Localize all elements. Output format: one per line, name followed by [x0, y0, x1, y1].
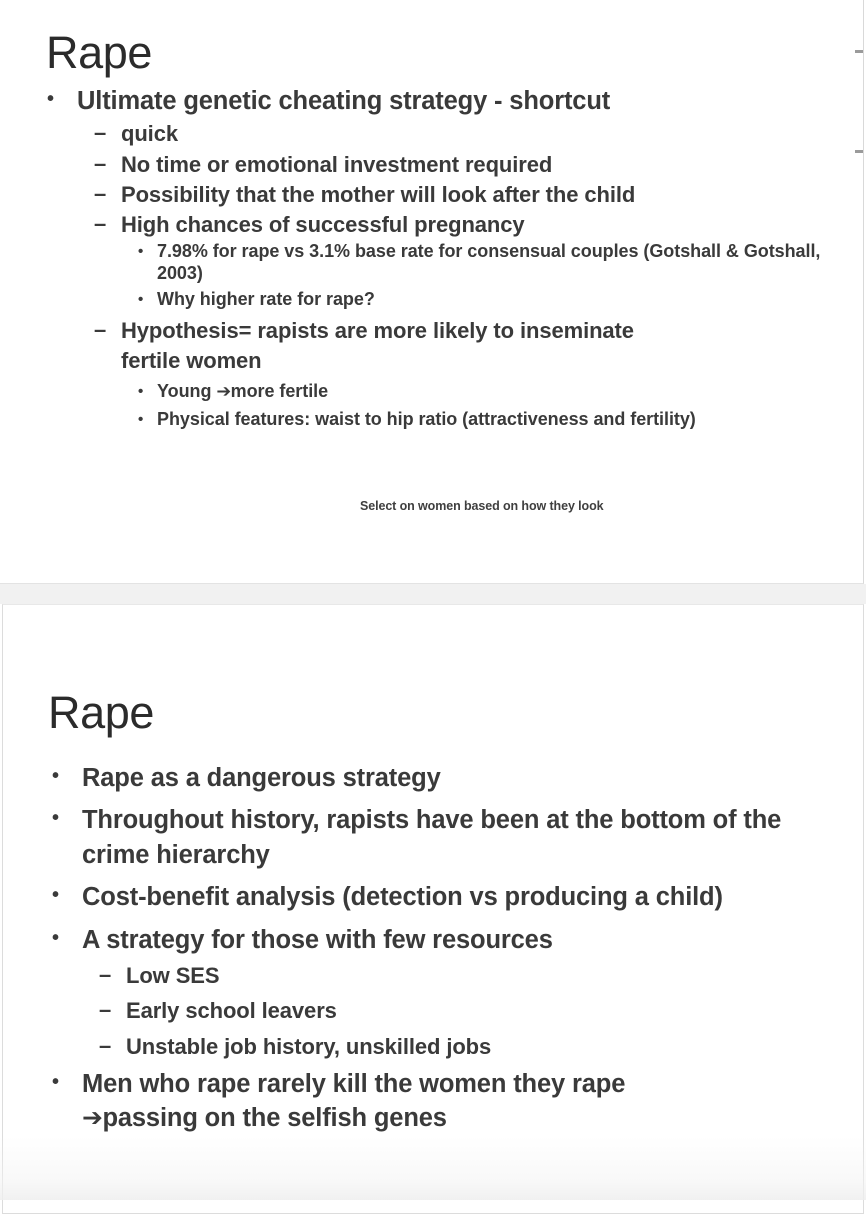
more-fertile-text: more fertile [230, 380, 329, 401]
list-item-label: High chances of successful pregnancy [121, 212, 525, 238]
bullet-dash-icon: – [94, 120, 107, 146]
list-item-label: Low SES [126, 963, 220, 989]
young-text: Young [157, 380, 217, 401]
list-item-label [157, 381, 832, 403]
list-item [42, 289, 832, 311]
bullet-round-icon: • [52, 765, 59, 787]
bullet-dash-icon: – [94, 150, 107, 176]
guide-tick-icon [855, 150, 864, 153]
list-item [42, 210, 832, 239]
list-item [42, 84, 832, 118]
list-item-label: Ultimate genetic cheating strategy - shortcut [77, 87, 611, 115]
list-item-label: Why higher rate for rape? [157, 289, 375, 310]
list-item [47, 803, 852, 872]
slide-separator [0, 584, 866, 604]
list-item-label-line-1: Men who rape rarely kill the women they rape [82, 1069, 626, 1098]
slide-2-title: Rape [48, 687, 154, 739]
bullet-dash-icon: – [94, 317, 107, 343]
slide-2-body-list [47, 761, 837, 1137]
list-item [47, 923, 837, 957]
bullet-small-icon: • [138, 382, 144, 400]
list-item-label: Physical features: waist to hip ratio (attractiveness and fertility) [157, 408, 696, 429]
arrow-right-icon: ➔ [82, 1104, 103, 1133]
bullet-dash-icon: – [94, 180, 107, 206]
bullet-round-icon: • [47, 88, 54, 110]
list-item-label: Possibility that the mother will look after the child [121, 181, 636, 207]
list-item [47, 996, 837, 1025]
list-item [42, 150, 832, 179]
bullet-round-icon: • [52, 807, 59, 830]
list-item-label: Unstable job history, unskilled jobs [126, 1033, 492, 1059]
list-item-label: No time or emotional investment required [121, 151, 553, 177]
slide-1-body-list [42, 84, 832, 433]
list-item [47, 961, 837, 990]
bullet-round-icon: • [52, 926, 59, 949]
bullet-small-icon: • [138, 410, 144, 428]
list-item-label: Cost-benefit analysis (detection vs producing a child) [82, 883, 723, 912]
list-item [42, 241, 825, 285]
bullet-dash-icon: – [94, 211, 107, 237]
bullet-small-icon: • [138, 291, 144, 309]
list-item [42, 180, 832, 209]
list-item [47, 761, 837, 795]
list-item-label: A strategy for those with few resources [82, 925, 553, 954]
list-item-label-line-2 [82, 1101, 837, 1136]
bullet-small-icon: • [138, 243, 144, 261]
list-item [47, 1067, 837, 1136]
list-item-label-line-1: Hypothesis= rapists are more likely to inseminate [121, 318, 634, 344]
arrow-right-icon: ➔ [216, 380, 231, 401]
bullet-dash-icon: – [99, 962, 112, 988]
list-item [47, 880, 837, 914]
bullet-round-icon: • [52, 1070, 59, 1093]
slide-2[interactable] [2, 604, 864, 1214]
handwritten-annotation: Select on women based on how they look [360, 499, 604, 513]
bullet-dash-icon: – [99, 1032, 112, 1058]
list-item-label: quick [121, 121, 178, 147]
bullet-round-icon: • [52, 884, 59, 907]
bullet-dash-icon: – [99, 997, 112, 1023]
list-item-label: Early school leavers [126, 998, 337, 1024]
list-item-label: 7.98% for rape vs 3.1% base rate for consensual couples (Gotshall & Gotshall, 2003) [157, 241, 821, 284]
list-item-label: Throughout history, rapists have been at the bottom of the crime hierarchy [82, 806, 782, 869]
list-item [42, 119, 832, 148]
guide-tick-icon [855, 50, 864, 53]
list-item [47, 1032, 837, 1061]
slide-1[interactable] [0, 0, 864, 584]
list-item [42, 409, 797, 431]
slide-1-title: Rape [46, 27, 152, 79]
list-item [42, 316, 821, 375]
list-item [42, 381, 832, 403]
list-item-label: Rape as a dangerous strategy [82, 764, 441, 792]
passing-genes-text: passing on the selfish genes [102, 1104, 447, 1133]
list-item-label-line-2: fertile women [121, 347, 262, 373]
